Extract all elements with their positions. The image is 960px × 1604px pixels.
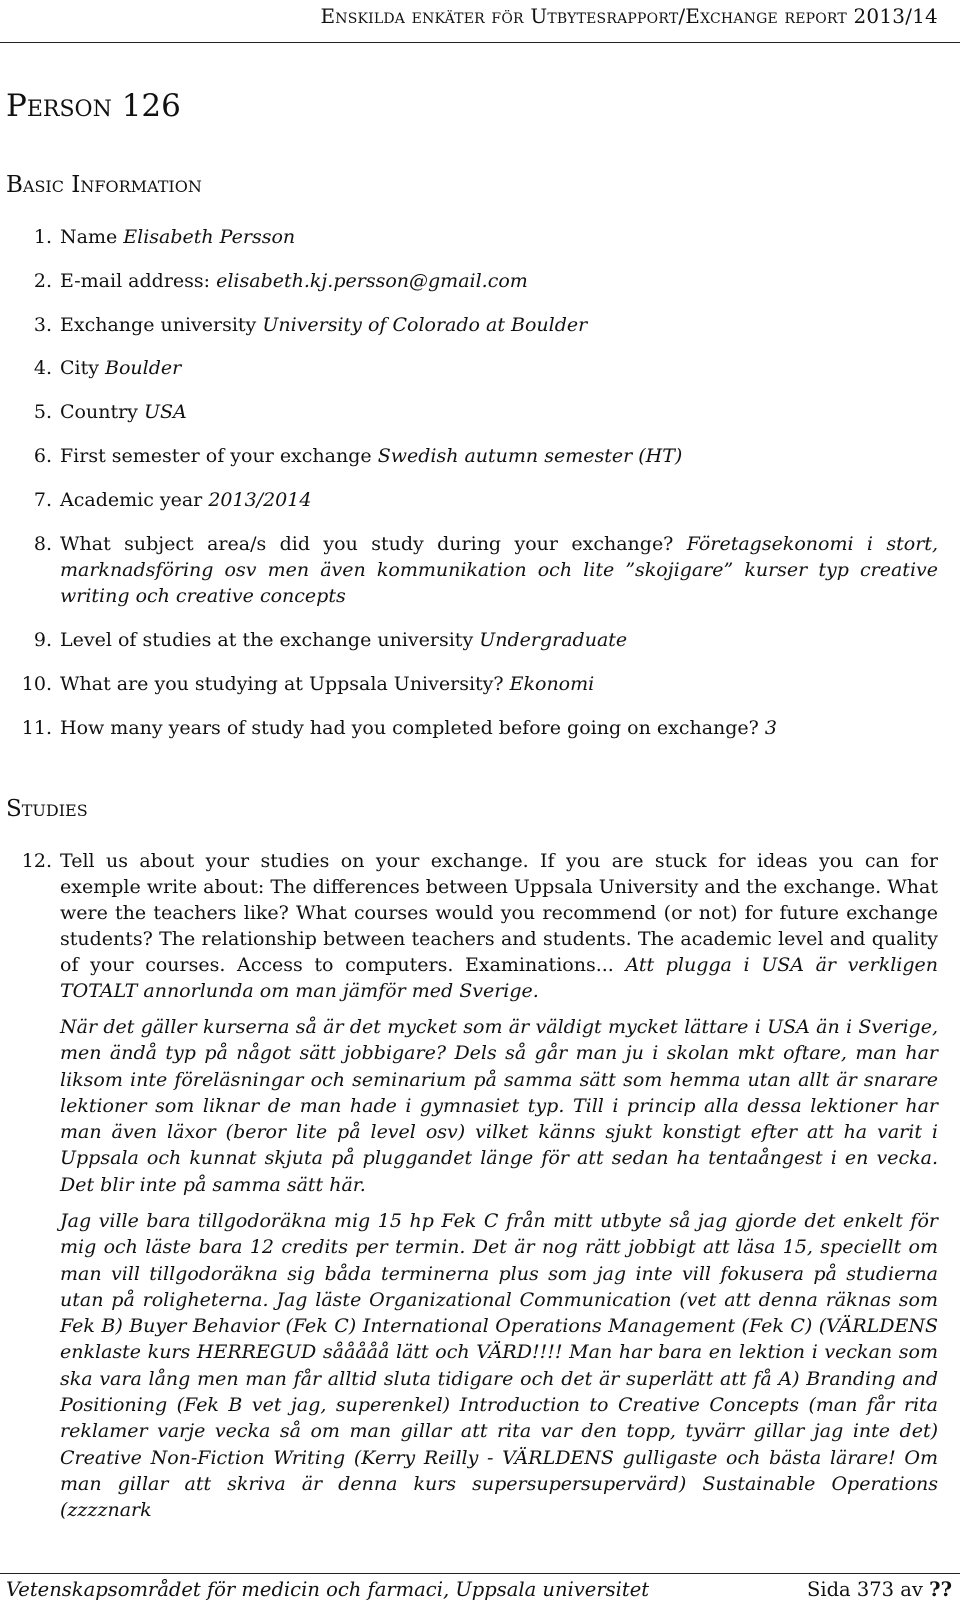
question-text: Country [60, 401, 138, 423]
answer-text: Swedish autumn semester (HT) [377, 445, 683, 467]
question-text: First semester of your exchange [60, 445, 372, 467]
question-number: 6. [33, 445, 52, 467]
answer-text: 3 [764, 717, 778, 739]
answer-text: Elisabeth Persson [123, 226, 296, 248]
answer-paragraph-1: När det gäller kurserna så är det mycket som är väldigt mycket lättare i USA än i Sverige, men ändå typ på något sätt jobbigare? Dels så går man ju i skolan mkt oftare, man har liksom inte föreläsningar och seminarium på samma sätt som hemma utan allt är snarare lektioner som liknar de man hade i gymnasiet typ. Till i princip alla dessa lektioner har man även läxor (beror lite på level osv) vilket känns sjukt konstigt efter att ha varit i Uppsala och kunnat skjuta på pluggandet länge för att sedan ha tentaångest i en vecka. Det blir inte på samma sätt här. [60, 1016, 938, 1196]
person-title: Person 126 [6, 88, 181, 124]
question-number: 2. [33, 270, 52, 292]
answer-text: University of Colorado at Boulder [262, 314, 588, 336]
answer-text: Att plugga i USA är verkligen TOTALT annorlunda om man jämför med Sverige. [60, 954, 939, 1002]
question-number: 10. [21, 673, 52, 695]
question-text: Exchange university [60, 314, 257, 336]
question-number: 1. [33, 226, 52, 248]
question-number: 5. [33, 401, 52, 423]
question-text: What are you studying at Uppsala University? [60, 673, 504, 695]
page-number [807, 1578, 952, 1601]
page-total: ?? [929, 1578, 952, 1601]
answer-text: 2013/2014 [208, 489, 312, 511]
question-text: Level of studies at the exchange university [60, 629, 474, 651]
answer-paragraph-2: Jag ville bara tillgodoräkna mig 15 hp Fek C från mitt utbyte så jag gjorde det enkelt för mig och läste bara 12 credits per termin. Det är nog rätt jobbigt att läsa 15, speciellt om man vill tillgodoräkna sig båda terminerna plus som jag inte vill fokusera på studierna utan på roligheterna. Jag läste Organizational Communication (vet att denna räknas som Fek B) Buyer Behavior (Fek C) International Operations Management (Fek C) (VÄRLDENS enklaste kurs HERREGUD sååååå lätt och VÄRD!!!! Man har bara en lektion i veckan som ska vara lång men man får alltid sluta tidigare och det är superlätt att få A) Branding and Positioning (Fek B vet jag, superenkel) Introduction to Creative Concepts (man får rita reklamer varje vecka så om man gillar att rita var den topp, tyvärr gillar jag inte det) Creative Non-Fiction Writing (Kerry Reilly - VÄRLDENS gulligaste och bästa lärare! Om man gillar att skriva är denna kurs supersupersupervärd) Sustainable Operations (zzzznark [60, 1210, 938, 1522]
question-text: E-mail address: [60, 270, 211, 292]
question-text: City [60, 357, 99, 379]
answer-text: Företagsekonomi i stort, marknadsföring osv men även kommunikation och lite ”skojigare” kurser typ creative writing och creative concepts [60, 533, 938, 607]
answer-text: USA [143, 401, 187, 423]
section-title-basic-information: Basic Information [6, 172, 202, 198]
page-prefix: Sida 373 av [806, 1578, 923, 1601]
answer-text: Ekonomi [509, 673, 595, 695]
question-text: Academic year [60, 489, 203, 511]
answer-text: Undergraduate [479, 629, 628, 651]
section-title-studies: Studies [6, 796, 88, 822]
footer-rule [0, 1573, 960, 1574]
header-rule [0, 42, 960, 43]
answer-text: elisabeth.kj.persson@gmail.com [216, 270, 528, 292]
question-number: 3. [33, 314, 52, 336]
question-number: 12. [21, 850, 52, 872]
question-number: 4. [33, 357, 52, 379]
question-number: 9. [33, 629, 52, 651]
question-text: Tell us about your studies on your exchange. If you are stuck for ideas you can for exemple write about: The differences between Uppsala University and the exchange. What were the teachers like? What courses would you recommend (or not) for future exchange students? The relationship between teachers and students. The academic level and quality of your courses. Access to computers. Examinations... [60, 850, 938, 976]
question-text: What subject area/s did you study during your exchange? [60, 533, 674, 555]
running-header: Enskilda enkäter för Utbytesrapport/Exchange report 2013/14 [320, 4, 938, 28]
answer-text: Boulder [105, 357, 182, 379]
question-text: Name [60, 226, 118, 248]
footer-institution: Vetenskapsområdet för medicin och farmaci, Uppsala universitet [6, 1578, 650, 1601]
question-text: How many years of study had you completed before going on exchange? [60, 717, 759, 739]
question-number: 8. [33, 533, 52, 555]
question-number: 11. [21, 717, 52, 739]
question-number: 7. [33, 489, 52, 511]
